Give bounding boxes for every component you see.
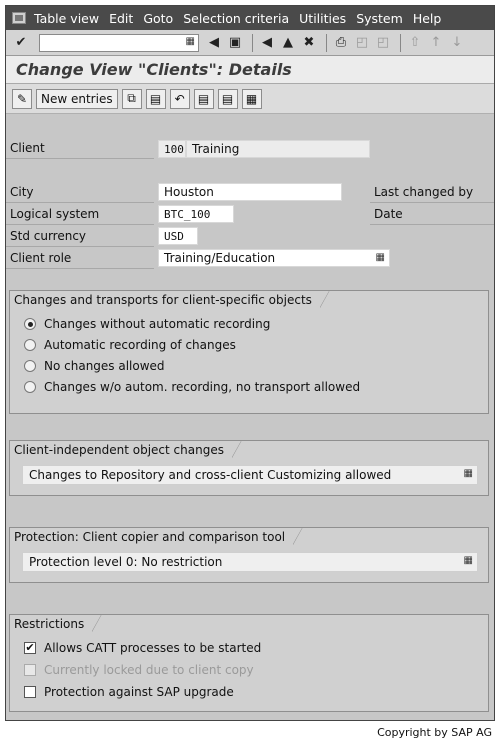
client-role-value: Training/Education: [164, 251, 276, 265]
logical-system-field[interactable]: BTC_100: [158, 205, 234, 223]
city-field[interactable]: Houston: [158, 183, 342, 201]
currency-label: Std currency: [10, 229, 87, 243]
logical-system-label-row: [6, 204, 154, 225]
previous-entry-icon[interactable]: ▤: [194, 89, 214, 109]
checkbox[interactable]: ✔: [25, 641, 35, 654]
changes-transports-group: [9, 290, 489, 414]
toolbar-divider: [252, 34, 253, 52]
checkbox: [24, 664, 36, 676]
radio-option-no-changes[interactable]: [24, 359, 165, 373]
page-title: Change View "Clients": Details: [16, 60, 292, 79]
independent-changes-select[interactable]: [22, 465, 478, 485]
screen-title-bar: [6, 56, 494, 84]
checkbox-label: Protection against SAP upgrade: [44, 685, 234, 699]
independent-group-title: Client-independent object changes: [9, 440, 232, 458]
menu-utilities[interactable]: Utilities: [299, 10, 347, 26]
checkbox-protect-upgrade[interactable]: [24, 685, 234, 699]
checkbox[interactable]: [24, 686, 36, 698]
enter-icon[interactable]: ✔: [15, 35, 27, 50]
dropdown-icon[interactable]: ▦: [463, 468, 473, 479]
back-icon[interactable]: ◀: [262, 35, 272, 50]
command-dropdown-icon[interactable]: ▦: [185, 35, 195, 47]
checkbox-label: Allows CATT processes to be started: [44, 641, 262, 655]
date-label: Date: [374, 207, 403, 221]
toolbar-divider: [326, 34, 327, 52]
client-role-label-row: [6, 248, 154, 269]
protection-level-value: Protection level 0: No restriction: [29, 555, 223, 569]
standard-toolbar: [6, 30, 494, 56]
city-label: City: [10, 185, 34, 199]
copy-icon[interactable]: ⧉: [122, 89, 142, 109]
protection-group: [9, 527, 489, 583]
independent-changes-value: Changes to Repository and cross-client Customizing allowed: [29, 468, 392, 482]
logical-system-label: Logical system: [10, 207, 100, 221]
menu-help[interactable]: Help: [412, 10, 442, 26]
application-toolbar: [6, 84, 494, 114]
toolbar-divider: [400, 34, 401, 52]
checkbox-locked-client-copy: [24, 663, 254, 677]
client-name-field[interactable]: Training: [186, 140, 370, 158]
client-label-row: [6, 138, 154, 159]
menu-edit[interactable]: Edit: [109, 10, 134, 26]
menu-table-view[interactable]: Table view: [34, 10, 100, 26]
protection-level-select[interactable]: [22, 552, 478, 572]
first-page-icon[interactable]: ⇧: [409, 35, 421, 50]
menu-bar: [6, 6, 494, 30]
sap-window: [5, 5, 495, 721]
client-role-label: Client role: [10, 251, 72, 265]
currency-field[interactable]: USD: [158, 227, 198, 245]
changes-group-title: Changes and transports for client-specific objects: [9, 290, 320, 308]
variant-icon[interactable]: ▦: [242, 89, 262, 109]
cancel-icon[interactable]: ✖: [303, 35, 315, 50]
restrictions-group: [9, 614, 489, 712]
undo-change-icon[interactable]: ↶: [170, 89, 190, 109]
radio-button[interactable]: [24, 360, 36, 372]
menu-goto[interactable]: Goto: [143, 10, 174, 26]
radio-option-no-auto-recording[interactable]: [24, 317, 270, 331]
radio-option-auto-recording[interactable]: [24, 338, 236, 352]
save-icon[interactable]: ▣: [228, 35, 242, 50]
checkbox-label: Currently locked due to client copy: [44, 663, 254, 677]
find-icon[interactable]: ◰: [355, 35, 369, 50]
radio-button[interactable]: [24, 318, 36, 330]
radio-label: Changes w/o autom. recording, no transport allowed: [44, 380, 361, 394]
delete-icon[interactable]: ▤: [146, 89, 166, 109]
radio-option-no-transport[interactable]: [24, 380, 360, 394]
last-changed-label: Last changed by: [374, 185, 474, 199]
currency-label-row: [6, 226, 154, 247]
restrictions-group-title: Restrictions: [9, 614, 92, 632]
client-label: Client: [10, 141, 45, 155]
arrow-left-icon[interactable]: ◀: [209, 35, 219, 50]
print-icon[interactable]: ⎙: [335, 35, 347, 50]
client-role-select[interactable]: [158, 249, 390, 267]
radio-button[interactable]: [24, 381, 36, 393]
date-row: [370, 204, 494, 225]
radio-label: Changes without automatic recording: [44, 317, 271, 331]
find-next-icon[interactable]: ◰: [376, 35, 390, 50]
exit-icon[interactable]: ▲: [283, 35, 293, 50]
command-field[interactable]: [39, 34, 199, 52]
prev-page-icon[interactable]: ↑: [430, 35, 442, 50]
protection-group-title: Protection: Client copier and comparison tool: [9, 527, 293, 545]
menu-system[interactable]: System: [356, 10, 403, 26]
radio-label: No changes allowed: [44, 359, 165, 373]
dropdown-icon[interactable]: ▦: [375, 252, 385, 263]
radio-label: Automatic recording of changes: [44, 338, 236, 352]
checkbox-allow-catt[interactable]: [24, 641, 261, 655]
menu-selection-criteria[interactable]: Selection criteria: [183, 10, 290, 26]
last-changed-row: [370, 182, 494, 203]
client-independent-group: [9, 440, 489, 496]
copyright-notice: Copyright by SAP AG: [377, 726, 492, 739]
radio-button[interactable]: [24, 339, 36, 351]
next-page-icon[interactable]: ↓: [451, 35, 463, 50]
dropdown-icon[interactable]: ▦: [463, 555, 473, 566]
next-entry-icon[interactable]: ▤: [218, 89, 238, 109]
new-entries-button[interactable]: New entries: [36, 89, 118, 109]
system-menu-icon[interactable]: [12, 12, 26, 24]
display-change-icon[interactable]: ✎: [12, 89, 32, 109]
city-label-row: [6, 182, 154, 203]
client-number-field: 100: [158, 140, 186, 158]
